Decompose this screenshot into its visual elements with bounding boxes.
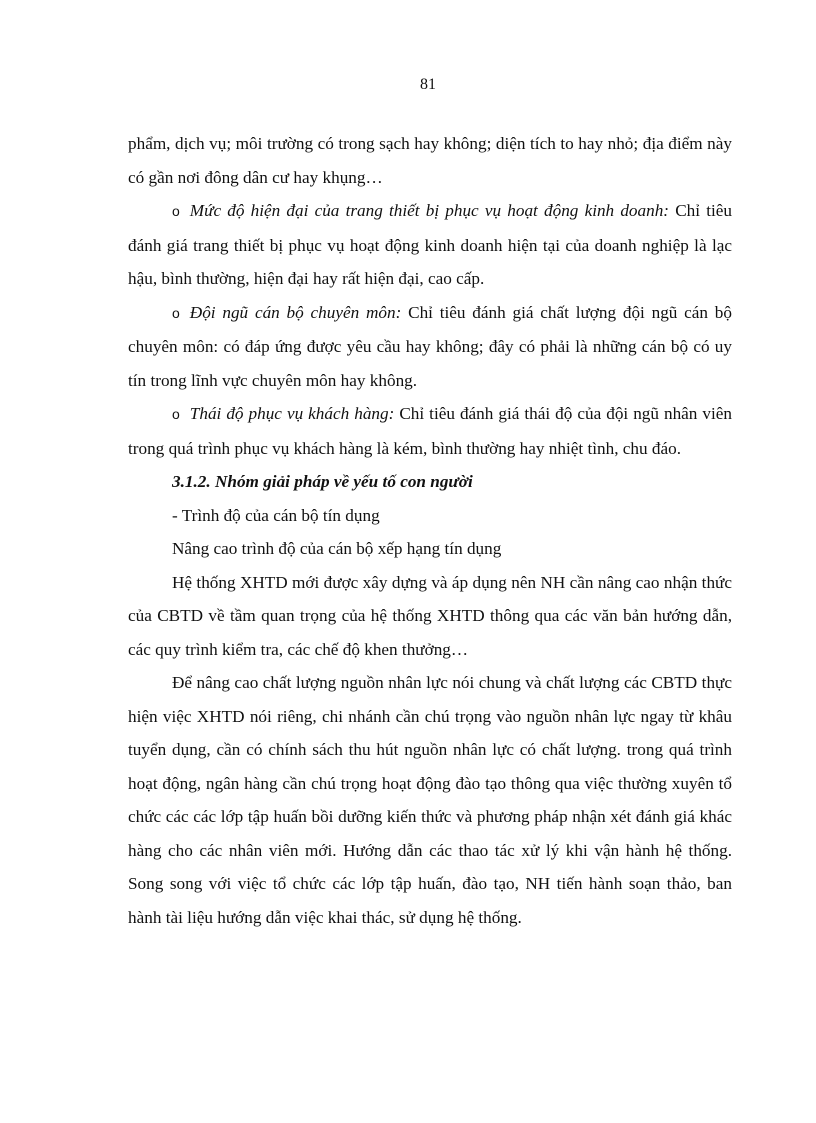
bullet-lead: Thái độ phục vụ khách hàng: (189, 404, 395, 423)
bullet-lead: Mức độ hiện đại của trang thiết bị phục vụ hoạt động kinh doanh: (189, 201, 670, 220)
bullet-item-equipment (128, 194, 732, 296)
bullet-text: Chỉ tiêu đánh giá chất lượng đội ngũ cán bộ chuyên môn: có đáp ứng được yêu cầu hay không; đây có phải là những cán bộ có uy tín trong lĩnh vực chuyên môn hay không. (128, 302, 732, 390)
bullet-lead: Đội ngũ cán bộ chuyên môn: (189, 302, 402, 322)
document-body (128, 127, 732, 934)
paragraph-continuation: phẩm, dịch vụ; môi trường có trong sạch hay không; diện tích to hay nhỏ; địa điểm này có gần nơi đông dân cư hay khụng… (128, 134, 732, 187)
bullet-marker: o (172, 203, 180, 219)
bullet-marker: o (172, 304, 180, 321)
paragraph-human-resources: Để nâng cao chất lượng nguồn nhân lực nói chung và chất lượng các CBTD thực hiện việc XHTD nói riêng, chi nhánh cần chú trọng vào nguồn nhân lực ngay từ khâu tuyển dụng, cần có chính sách thu hút nguồn nhân lực có chất lượng. trong quá trình hoạt động, ngân hàng cần chú trọng hoạt động đào tạo thông qua việc thường xuyên tổ chức các các lớp tập huấn bồi dưỡng kiến thức và phương pháp nhận xét đánh giá khác hàng cho các nhân viên mới. Hướng dẫn các thao tác xử lý khi vận hành hệ thống. Song song với việc tổ chức các lớp tập huấn, đào tạo, NH tiến hành soạn thảo, ban hành tài liệu hướng dẫn việc khai thác, sử dụng hệ thống. (128, 673, 732, 927)
sub-item-improve-level: Nâng cao trình độ của cán bộ xếp hạng tín dụng (172, 539, 502, 558)
sub-item-credit-staff: - Trình độ của cán bộ tín dụng (172, 505, 380, 525)
paragraph-xhtd-system: Hệ thống XHTD mới được xây dựng và áp dụng nên NH cần nâng cao nhận thức của CBTD về tầm quan trọng của hệ thống XHTD thông qua các văn bản hướng dẫn, các quy trình kiểm tra, các chế độ khen thưởng… (128, 572, 732, 659)
bullet-marker: o (172, 406, 180, 422)
bullet-text: Chỉ tiêu đánh giá trang thiết bị phục vụ hoạt động kinh doanh hiện tại của doanh nghiệp là lạc hậu, bình thường, hiện đại hay rất hiện đại, cao cấp. (128, 201, 732, 288)
bullet-item-service-attitude (128, 397, 732, 465)
bullet-item-staff (128, 296, 732, 398)
bullet-text: Chỉ tiêu đánh giá thái độ của đội ngũ nhân viên trong quá trình phục vụ khách hàng là kém, bình thường hay nhiệt tình, chu đáo. (128, 404, 732, 458)
page-number: 81 (420, 76, 436, 93)
section-heading: 3.1.2. Nhóm giải pháp về yếu tố con người (172, 472, 473, 491)
